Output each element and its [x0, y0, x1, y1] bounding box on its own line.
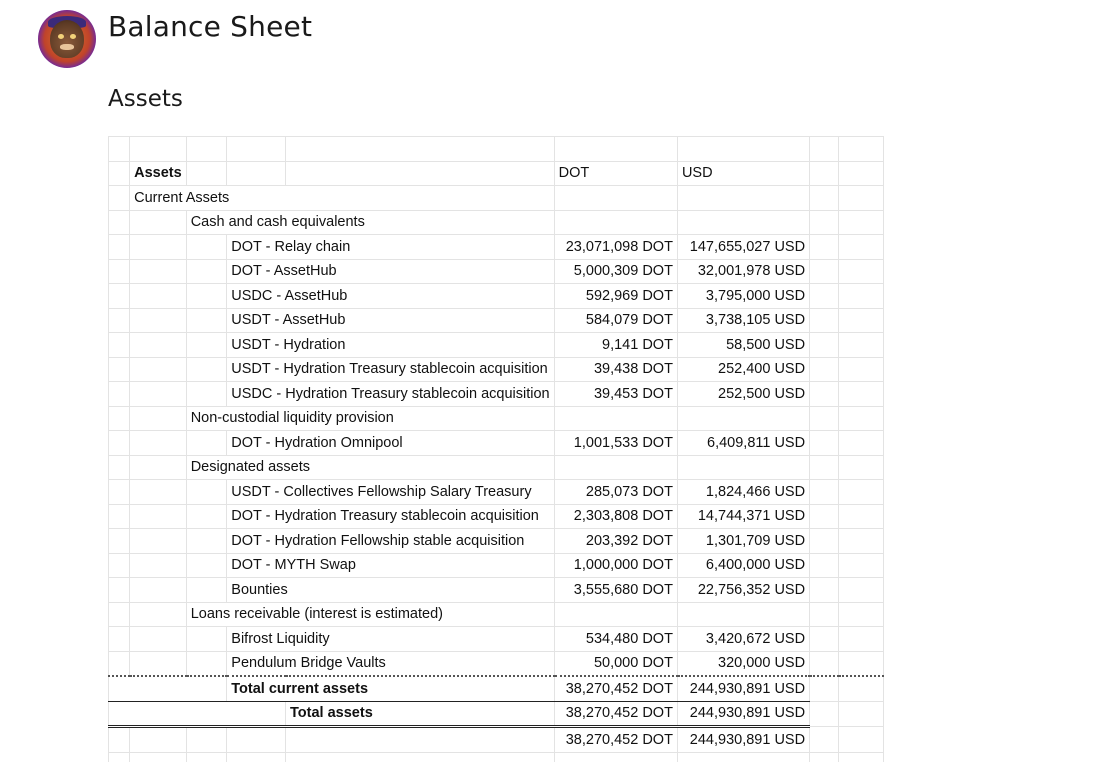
table-row — [109, 406, 884, 431]
row-label: Bifrost Liquidity — [227, 627, 554, 652]
row-label: Non-custodial liquidity provision — [186, 406, 554, 431]
row-usd-value — [677, 455, 809, 480]
total-assets-row — [109, 701, 884, 727]
row-usd-value: 252,400 USD — [677, 357, 809, 382]
row-dot-value — [554, 455, 677, 480]
table-row — [109, 553, 884, 578]
table-row — [109, 235, 884, 260]
row-dot-value: 534,480 DOT — [554, 627, 677, 652]
total-assets-usd: 244,930,891 USD — [677, 701, 809, 727]
table-row — [109, 578, 884, 603]
final-dot: 38,270,452 DOT — [554, 727, 677, 753]
table-row — [109, 455, 884, 480]
total-current-label: Total current assets — [227, 676, 554, 701]
total-current-usd: 244,930,891 USD — [677, 676, 809, 701]
row-usd-value: 1,301,709 USD — [677, 529, 809, 554]
row-label: DOT - Hydration Omnipool — [227, 431, 554, 456]
table-row — [109, 480, 884, 505]
table-row — [109, 357, 884, 382]
total-current-dot: 38,270,452 DOT — [554, 676, 677, 701]
row-label: DOT - AssetHub — [227, 259, 554, 284]
row-label: USDC - Hydration Treasury stablecoin acquisition — [227, 382, 554, 407]
row-usd-value: 22,756,352 USD — [677, 578, 809, 603]
row-dot-value: 2,303,808 DOT — [554, 504, 677, 529]
section-title: Assets — [108, 86, 183, 112]
table-row — [109, 602, 884, 627]
row-dot-value: 1,001,533 DOT — [554, 431, 677, 456]
total-assets-dot: 38,270,452 DOT — [554, 701, 677, 727]
table-row — [109, 382, 884, 407]
table-row — [109, 308, 884, 333]
header-label: Assets — [130, 161, 187, 186]
row-label: DOT - Hydration Fellowship stable acquisition — [227, 529, 554, 554]
row-label: USDT - Hydration Treasury stablecoin acquisition — [227, 357, 554, 382]
total-current-assets-row — [109, 676, 884, 701]
page-title: Balance Sheet — [108, 9, 313, 43]
balance-sheet-table — [108, 136, 884, 762]
row-usd-value — [677, 406, 809, 431]
row-dot-value: 23,071,098 DOT — [554, 235, 677, 260]
header-row — [109, 161, 884, 186]
row-label: USDC - AssetHub — [227, 284, 554, 309]
row-label: USDT - Hydration — [227, 333, 554, 358]
row-dot-value: 50,000 DOT — [554, 651, 677, 676]
row-label: USDT - Collectives Fellowship Salary Treasury — [227, 480, 554, 505]
row-label: USDT - AssetHub — [227, 308, 554, 333]
final-usd: 244,930,891 USD — [677, 727, 809, 753]
row-dot-value — [554, 210, 677, 235]
row-label: DOT - MYTH Swap — [227, 553, 554, 578]
table-row — [109, 627, 884, 652]
row-dot-value: 584,079 DOT — [554, 308, 677, 333]
row-dot-value — [554, 602, 677, 627]
row-dot-value — [554, 406, 677, 431]
row-usd-value: 3,795,000 USD — [677, 284, 809, 309]
row-usd-value: 320,000 USD — [677, 651, 809, 676]
row-label: Pendulum Bridge Vaults — [227, 651, 554, 676]
row-label: Loans receivable (interest is estimated) — [186, 602, 554, 627]
table-row — [109, 333, 884, 358]
spacer-row — [109, 752, 884, 762]
row-dot-value: 1,000,000 DOT — [554, 553, 677, 578]
row-dot-value: 3,555,680 DOT — [554, 578, 677, 603]
row-label: Designated assets — [186, 455, 554, 480]
row-label: DOT - Relay chain — [227, 235, 554, 260]
row-dot-value: 5,000,309 DOT — [554, 259, 677, 284]
table-row — [109, 186, 884, 211]
table-row — [109, 210, 884, 235]
row-usd-value: 32,001,978 USD — [677, 259, 809, 284]
row-label: Current Assets — [130, 186, 554, 211]
row-usd-value — [677, 186, 809, 211]
spacer-row — [109, 137, 884, 162]
row-dot-value: 285,073 DOT — [554, 480, 677, 505]
header-dot: DOT — [554, 161, 677, 186]
monkey-avatar-icon — [38, 10, 96, 68]
row-dot-value: 39,453 DOT — [554, 382, 677, 407]
row-dot-value: 39,438 DOT — [554, 357, 677, 382]
row-dot-value — [554, 186, 677, 211]
row-usd-value: 58,500 USD — [677, 333, 809, 358]
header-usd: USD — [677, 161, 809, 186]
row-usd-value: 1,824,466 USD — [677, 480, 809, 505]
table-row — [109, 529, 884, 554]
row-usd-value: 252,500 USD — [677, 382, 809, 407]
table-row — [109, 284, 884, 309]
row-label: DOT - Hydration Treasury stablecoin acquisition — [227, 504, 554, 529]
table-row — [109, 651, 884, 676]
row-dot-value: 9,141 DOT — [554, 333, 677, 358]
total-assets-label: Total assets — [286, 701, 555, 727]
row-usd-value: 14,744,371 USD — [677, 504, 809, 529]
row-usd-value: 6,400,000 USD — [677, 553, 809, 578]
table-row — [109, 431, 884, 456]
row-usd-value: 3,420,672 USD — [677, 627, 809, 652]
row-usd-value — [677, 210, 809, 235]
page-header — [38, 10, 312, 68]
table-row — [109, 504, 884, 529]
row-usd-value: 147,655,027 USD — [677, 235, 809, 260]
row-dot-value: 592,969 DOT — [554, 284, 677, 309]
row-usd-value — [677, 602, 809, 627]
row-label: Bounties — [227, 578, 554, 603]
final-totals-row — [109, 727, 884, 753]
table-row — [109, 259, 884, 284]
row-usd-value: 6,409,811 USD — [677, 431, 809, 456]
row-label: Cash and cash equivalents — [186, 210, 554, 235]
row-dot-value: 203,392 DOT — [554, 529, 677, 554]
row-usd-value: 3,738,105 USD — [677, 308, 809, 333]
